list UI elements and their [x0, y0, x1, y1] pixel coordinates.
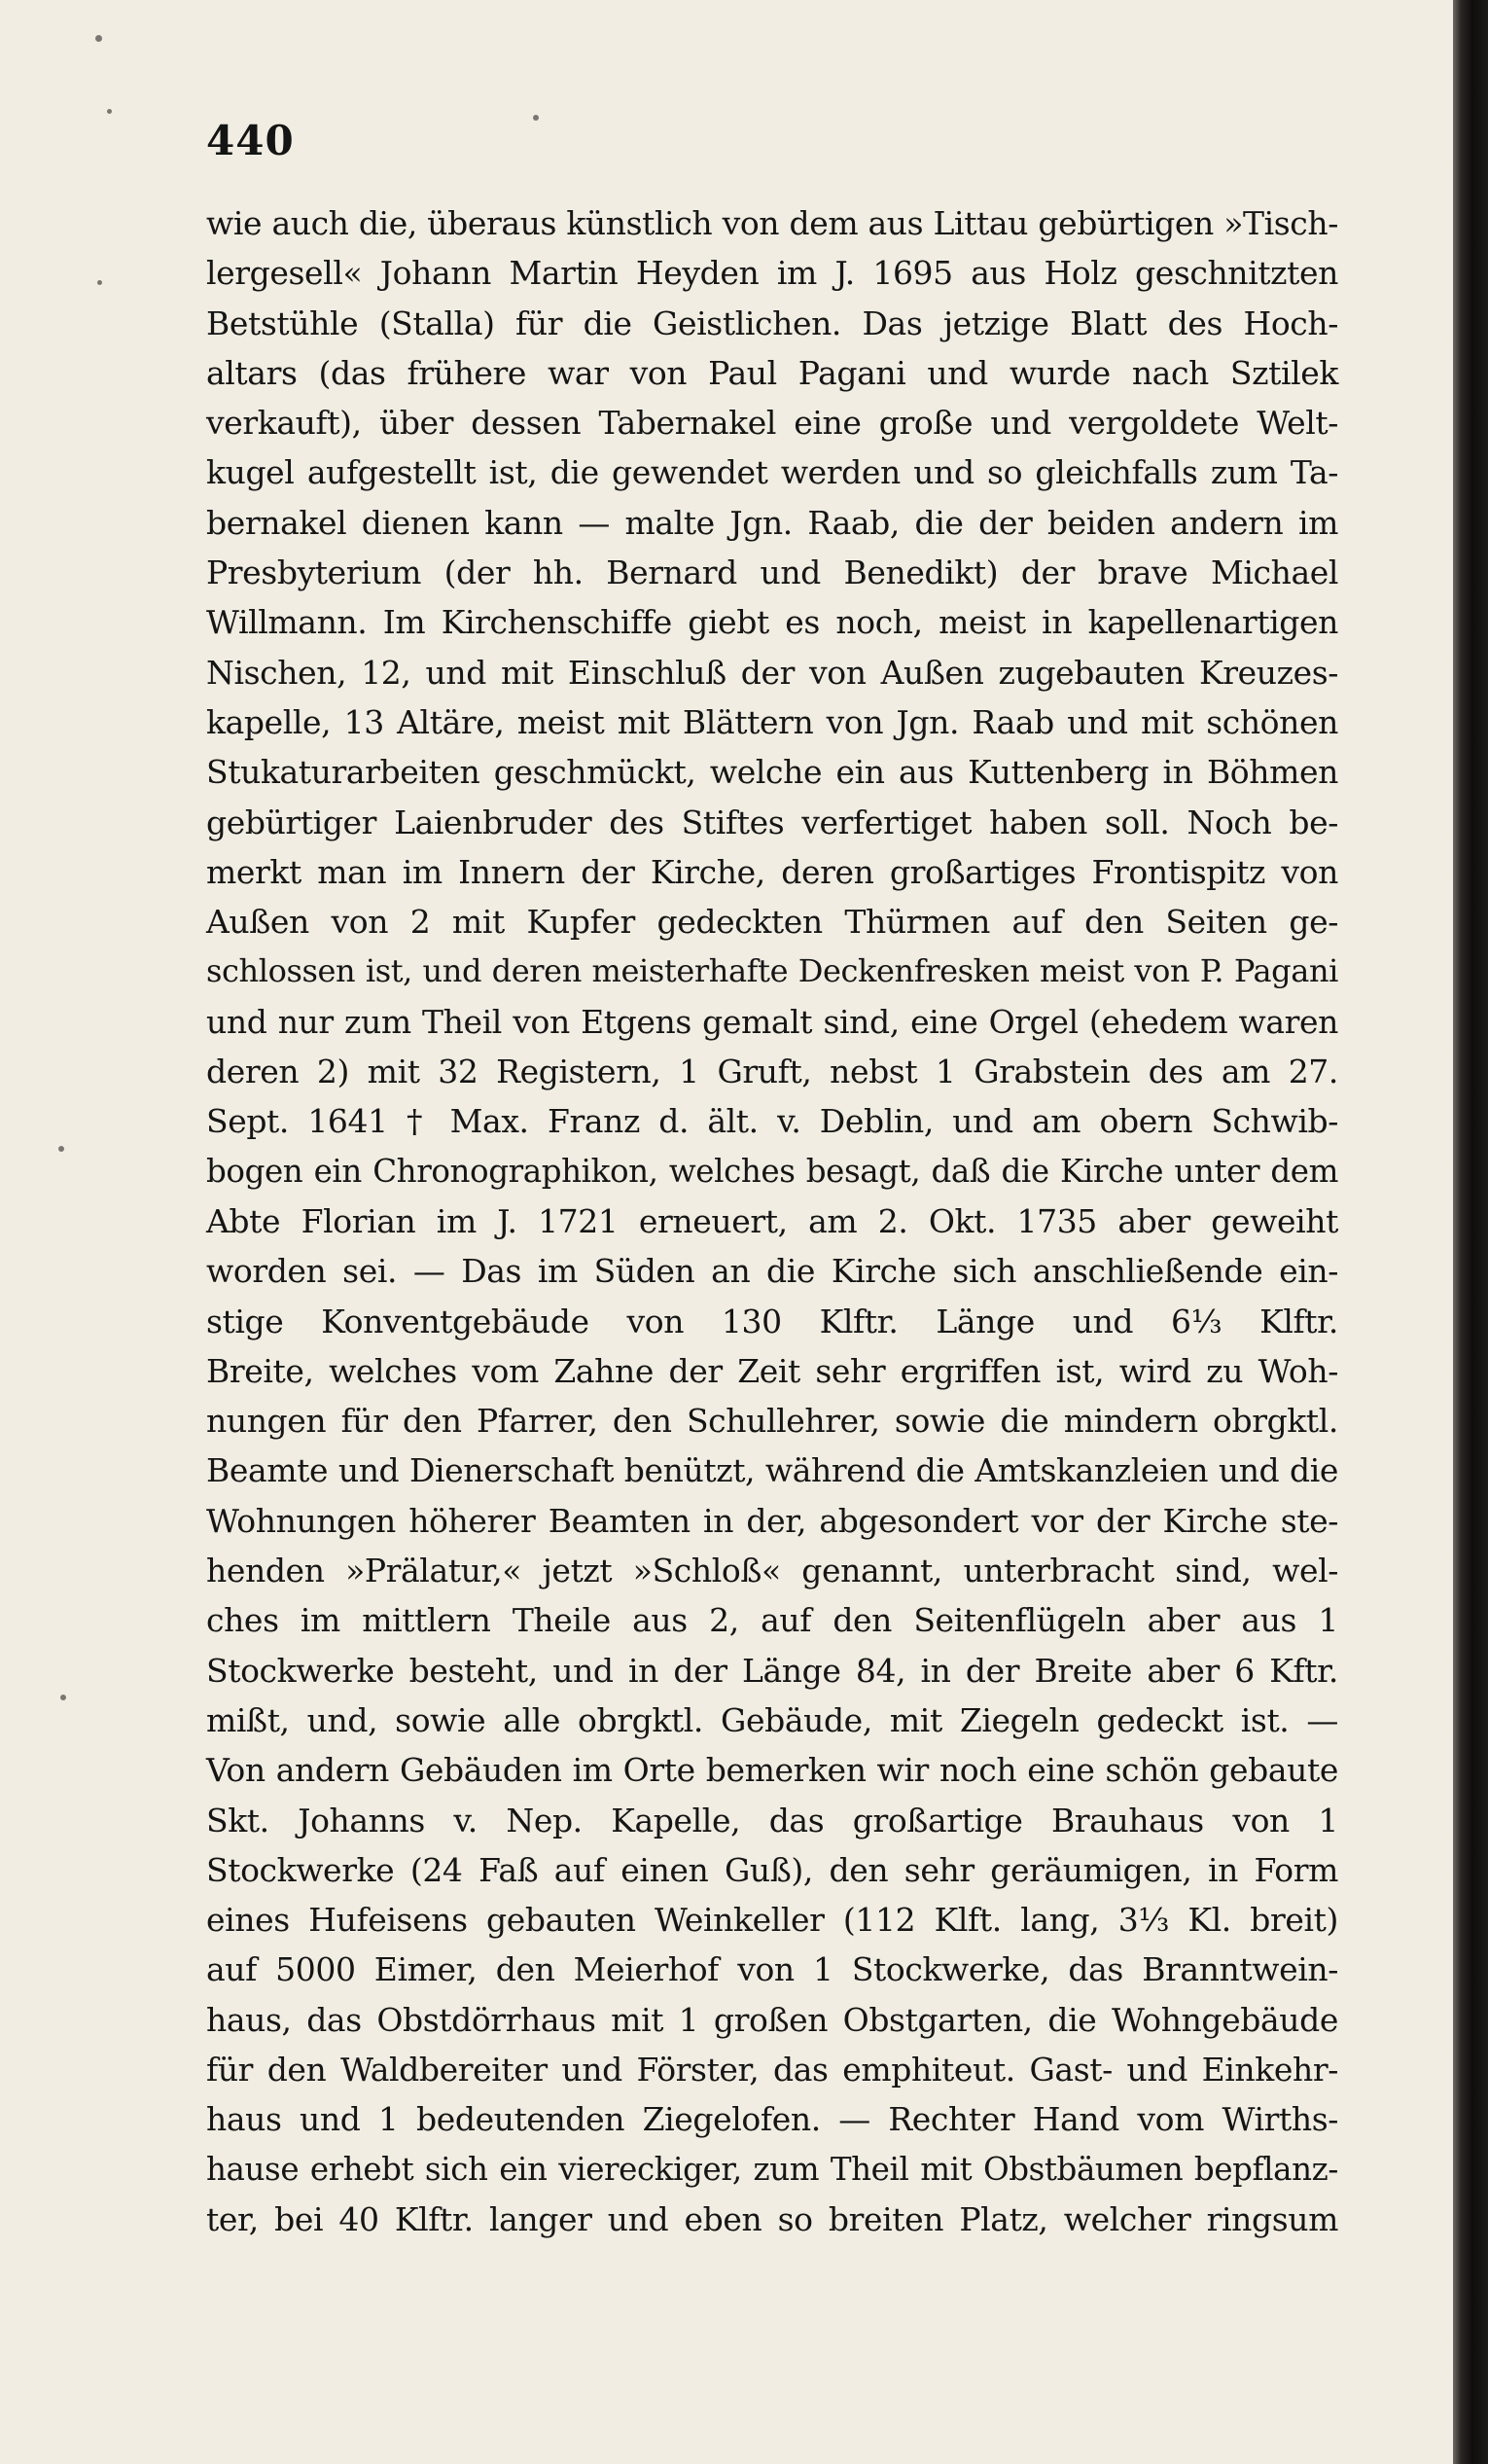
- scan-speck: [95, 35, 102, 42]
- scan-speck: [107, 109, 112, 114]
- text-line: auf 5000 Eimer, den Meierhof von 1 Stockwerke, das Branntwein-: [206, 1950, 1338, 1989]
- text-line: stige Konventgebäude von 130 Klftr. Länge und 6⅓ Klftr.: [206, 1302, 1338, 1340]
- text-line: Presbyterium (der hh. Bernard und Benedikt) der brave Michael: [206, 554, 1338, 592]
- text-line: für den Waldbereiter und Förster, das emphiteut. Gast- und Einkehr-: [206, 2050, 1338, 2089]
- text-line: Außen von 2 mit Kupfer gedeckten Thürmen auf den Seiten ge-: [206, 903, 1338, 942]
- text-line: Willmann. Im Kirchenschiffe giebt es noch, meist in kapellenartigen: [206, 603, 1338, 642]
- text-line: eines Hufeisens gebauten Weinkeller (112 Klft. lang, 3⅓ Kl. breit): [206, 1901, 1338, 1940]
- text-line: bernakel dienen kann — malte Jgn. Raab, die der beiden andern im: [206, 503, 1338, 542]
- text-line: deren 2) mit 32 Registern, 1 Gruft, nebst 1 Grabstein des am 27.: [206, 1053, 1338, 1091]
- text-line: bogen ein Chronographikon, welches besagt, daß die Kirche unter dem: [206, 1152, 1338, 1190]
- text-line: Von andern Gebäuden im Orte bemerken wir noch eine schön gebaute: [206, 1751, 1338, 1790]
- scan-speck: [533, 115, 539, 121]
- text-line: Stockwerke besteht, und in der Länge 84, in der Breite aber 6 Kftr.: [206, 1651, 1338, 1690]
- text-line: kapelle, 13 Altäre, meist mit Blättern von Jgn. Raab und mit schönen: [206, 702, 1338, 741]
- text-line: Skt. Johanns v. Nep. Kapelle, das großartige Brauhaus von 1: [206, 1801, 1338, 1839]
- text-line: gebürtiger Laienbruder des Stiftes verfertiget haben soll. Noch be-: [206, 803, 1338, 841]
- scan-speck: [97, 280, 102, 285]
- text-line: ter, bei 40 Klftr. langer und eben so breiten Platz, welcher ringsum: [206, 2199, 1338, 2238]
- scan-speck: [58, 1146, 64, 1152]
- text-line: Beamte und Dienerschaft benützt, während die Amtskanzleien und die: [206, 1451, 1338, 1490]
- text-line: Breite, welches vom Zahne der Zeit sehr ergriffen ist, wird zu Woh-: [206, 1351, 1338, 1390]
- text-line: altars (das frühere war von Paul Pagani und wurde nach Sztilek: [206, 353, 1338, 392]
- text-line: Nischen, 12, und mit Einschluß der von Außen zugebauten Kreuzes-: [206, 653, 1338, 692]
- text-line: lergesell« Johann Martin Heyden im J. 1695 aus Holz geschnitzten: [206, 254, 1338, 293]
- text-line: Betstühle (Stalla) für die Geistlichen. Das jetzige Blatt des Hoch-: [206, 304, 1338, 342]
- text-line: Stockwerke (24 Faß auf einen Guß), den sehr geräumigen, in Form: [206, 1850, 1338, 1889]
- text-line: Sept. 1641 † Max. Franz d. ält. v. Deblin, und am obern Schwib-: [206, 1102, 1338, 1141]
- text-line: merkt man im Innern der Kirche, deren großartiges Frontispitz von: [206, 852, 1338, 891]
- text-line: verkauft), über dessen Tabernakel eine große und vergoldete Welt-: [206, 404, 1338, 443]
- text-line: Abte Florian im J. 1721 erneuert, am 2. Okt. 1735 aber geweiht: [206, 1201, 1338, 1240]
- text-line: hause erhebt sich ein viereckiger, zum Theil mit Obstbäumen bepflanz-: [206, 2150, 1338, 2188]
- text-line: mißt, und, sowie alle obrgktl. Gebäude, mit Ziegeln gedeckt ist. —: [206, 1700, 1338, 1739]
- text-line: Wohnungen höherer Beamten in der, abgesondert vor der Kirche ste-: [206, 1501, 1338, 1540]
- text-line: schlossen ist, und deren meisterhafte Deckenfresken meist von P. Pagani: [206, 952, 1338, 990]
- scan-speck: [60, 1695, 66, 1700]
- page-number: 440: [206, 117, 295, 164]
- text-line: nungen für den Pfarrer, den Schullehrer, sowie die mindern obrgktl.: [206, 1402, 1338, 1441]
- text-line: kugel aufgestellt ist, die gewendet werden und so gleichfalls zum Ta-: [206, 453, 1338, 492]
- text-line: haus, das Obstdörrhaus mit 1 großen Obstgarten, die Wohngebäude: [206, 2000, 1338, 2039]
- text-line: haus und 1 bedeutenden Ziegelofen. — Rechter Hand vom Wirths-: [206, 2100, 1338, 2139]
- text-line: worden sei. — Das im Süden an die Kirche sich anschließende ein-: [206, 1252, 1338, 1291]
- text-line: und nur zum Theil von Etgens gemalt sind, eine Orgel (ehedem waren: [206, 1002, 1338, 1041]
- text-line: Stukaturarbeiten geschmückt, welche ein aus Kuttenberg in Böhmen: [206, 753, 1338, 792]
- scan-edge-shadow: [1453, 0, 1488, 2464]
- text-line: ches im mittlern Theile aus 2, auf den Seitenflügeln aber aus 1: [206, 1601, 1338, 1640]
- body-text: [206, 198, 1338, 2244]
- text-line: wie auch die, überaus künstlich von dem aus Littau gebürtigen »Tisch-: [206, 204, 1338, 242]
- text-line: henden »Prälatur,« jetzt »Schloß« genannt, unterbracht sind, wel-: [206, 1552, 1338, 1590]
